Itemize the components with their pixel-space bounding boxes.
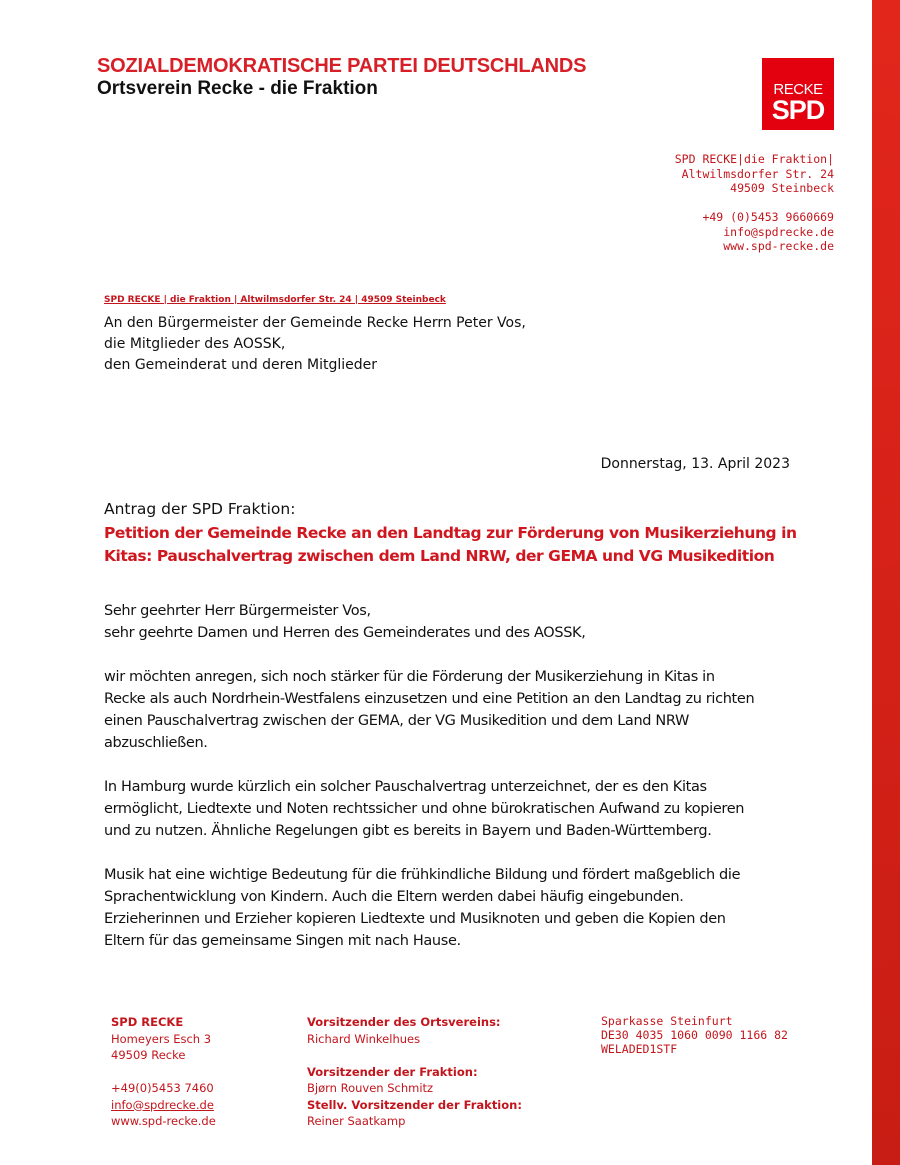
paragraph-line: In Hamburg wurde kürzlich ein solcher Pauschalvertrag unterzeichnet, der es den Kitas	[104, 779, 707, 795]
footer-email-link[interactable]: info@spdrecke.de	[111, 1097, 214, 1112]
salutation-line: Sehr geehrter Herr Bürgermeister Vos,	[104, 603, 371, 619]
footer-role-name: Richard Winkelhues	[307, 1031, 421, 1046]
recipient-line: die Mitglieder des AOSSK,	[104, 336, 286, 352]
paragraph-line: einen Pauschalvertrag zwischen der GEMA, der VG Musikedition und dem Land NRW	[104, 713, 690, 729]
paragraph-line: und zu nutzen. Ähnliche Regelungen gibt es bereits in Bayern und Baden-Württemberg.	[104, 823, 712, 839]
footer-bank-name: Sparkasse Steinfurt	[601, 1014, 733, 1028]
letter-body	[104, 600, 824, 952]
footer-role-name: Reiner Saatkamp	[307, 1114, 406, 1128]
footer-board-column	[307, 1014, 522, 1130]
ortsverein-title: Ortsverein Recke - die Fraktion	[97, 78, 378, 99]
sender-line-1: SPD RECKE|die Fraktion|	[674, 152, 834, 166]
recipient-line: An den Bürgermeister der Gemeinde Recke Herrn Peter Vos,	[104, 315, 526, 331]
red-sidebar-bar	[872, 0, 900, 1165]
party-name: SOZIALDEMOKRATISCHE PARTEI DEUTSCHLANDS	[97, 55, 587, 77]
sender-line-2: Altwilmsdorfer Str. 24	[681, 166, 834, 181]
paragraph-line: abzuschließen.	[104, 735, 208, 751]
subject-line: Kitas: Pauschalvertrag zwischen dem Land NRW, der GEMA und VG Musikedition	[104, 547, 775, 565]
footer-phone: +49(0)5453 7460	[111, 1081, 214, 1095]
footer-role-label: Vorsitzender der Fraktion:	[307, 1064, 478, 1079]
footer-contact-column	[111, 1014, 216, 1130]
paragraph-line: ermöglicht, Liedtexte und Noten rechtssicher und ohne bürokratischen Aufwand zu kopieren	[104, 801, 745, 817]
spd-recke-logo	[762, 58, 834, 130]
logo-text-recke: RECKE	[773, 81, 823, 98]
footer-iban: DE30 4035 1060 0090 1166 82	[601, 1028, 788, 1042]
recipient-line: den Gemeinderat und deren Mitglieder	[104, 357, 378, 373]
sender-email[interactable]: info@spdrecke.de	[723, 224, 834, 239]
footer-role-label: Vorsitzender des Ortsvereins:	[307, 1015, 501, 1029]
footer-bic: WELADED1STF	[601, 1042, 678, 1056]
footer-website[interactable]: www.spd-recke.de	[111, 1114, 216, 1128]
salutation-line: sehr geehrte Damen und Herren des Gemeinderates und des AOSSK,	[104, 625, 586, 641]
paragraph-line: Sprachentwicklung von Kindern. Auch die Eltern werden dabei häufig eingebunden.	[104, 889, 684, 905]
paragraph-line: Musik hat eine wichtige Bedeutung für die frühkindliche Bildung und fördert maßgeblich die	[104, 867, 741, 883]
footer-bank-column	[601, 1014, 788, 1056]
footer-org-name: SPD RECKE	[111, 1015, 184, 1029]
paragraph-line: wir möchten anregen, sich noch stärker für die Förderung der Musikerziehung in Kitas in	[104, 669, 715, 685]
subject-line: Petition der Gemeinde Recke an den Landtag zur Förderung von Musikerziehung in	[104, 524, 797, 542]
recipient-block	[104, 313, 526, 376]
sender-line-3: 49509 Steinbeck	[730, 181, 834, 195]
letter-date: Donnerstag, 13. April 2023	[600, 456, 790, 472]
logo-text-spd: SPD	[771, 95, 825, 125]
paragraph-line: Eltern für das gemeinsame Singen mit nach Hause.	[104, 933, 461, 949]
footer-city: 49509 Recke	[111, 1048, 186, 1062]
sender-website[interactable]: www.spd-recke.de	[723, 239, 834, 253]
antrag-label: Antrag der SPD Fraktion:	[104, 500, 296, 518]
subject-heading	[104, 522, 824, 568]
paragraph-line: Erzieherinnen und Erzieher kopieren Liedtexte und Musiknoten und geben die Kopien den	[104, 911, 726, 927]
footer-role-name: Bjørn Rouven Schmitz	[307, 1081, 434, 1095]
footer-street: Homeyers Esch 3	[111, 1031, 212, 1046]
sender-address-block	[675, 152, 834, 254]
return-address-line: SPD RECKE | die Fraktion | Altwilmsdorfer Str. 24 | 49509 Steinbeck	[104, 295, 446, 305]
paragraph-line: Recke als auch Nordrhein-Westfalens einzusetzen und eine Petition an den Landtag zu richten	[104, 691, 755, 707]
sender-phone: +49 (0)5453 9660669	[702, 210, 834, 224]
footer-role-label: Stellv. Vorsitzender der Fraktion:	[307, 1097, 522, 1112]
